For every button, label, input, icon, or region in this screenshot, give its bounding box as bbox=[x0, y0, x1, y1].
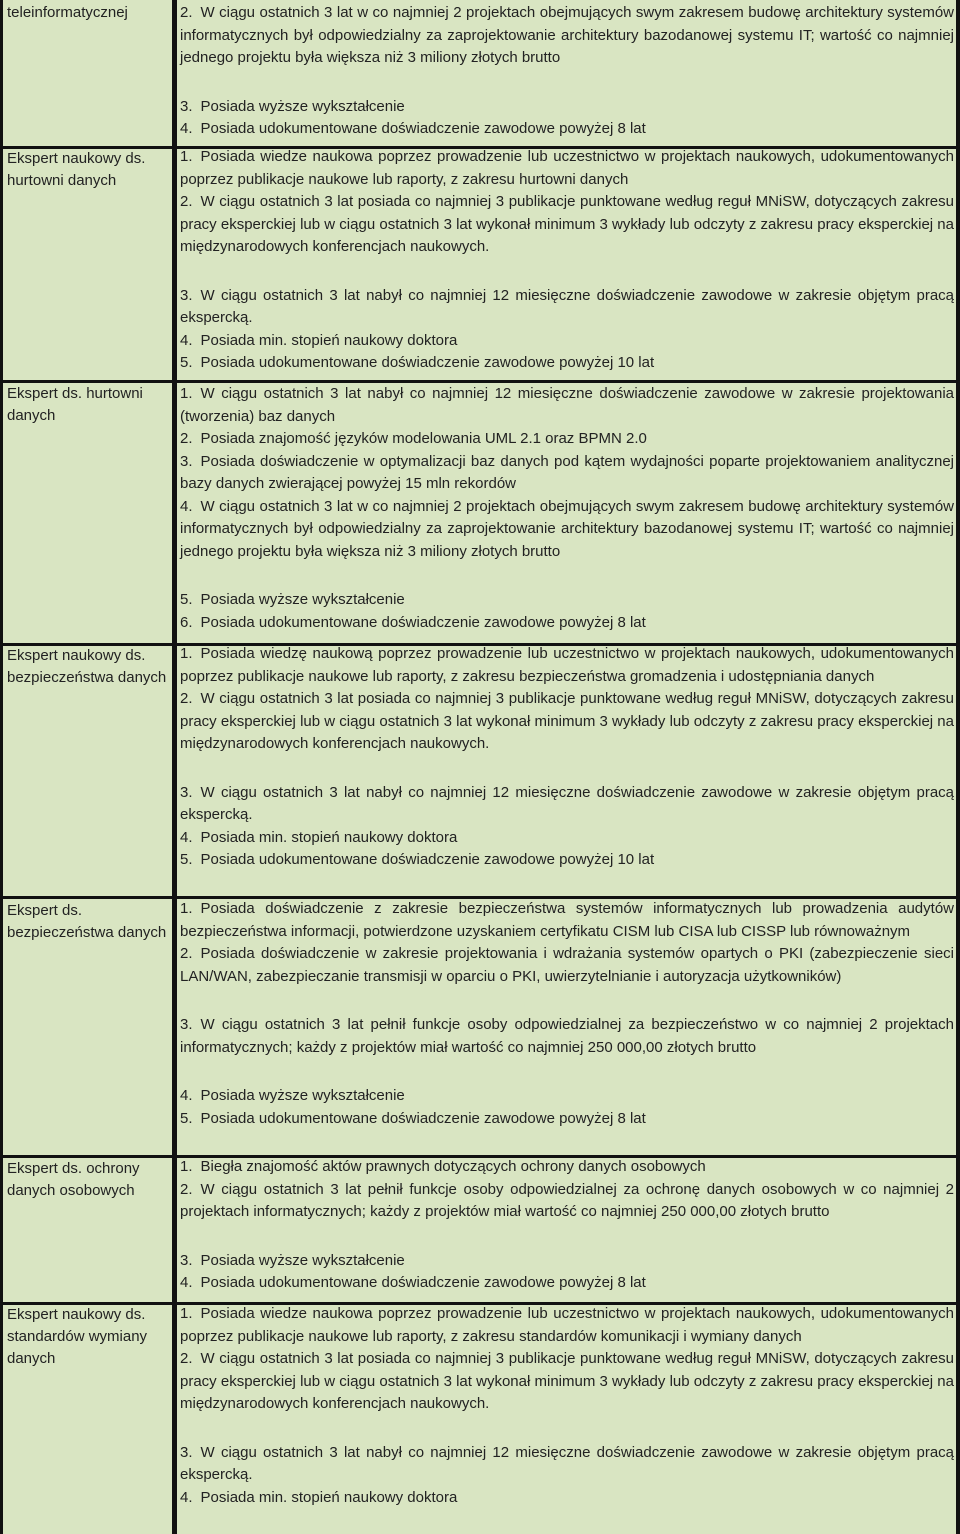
list-item: 4. Posiada min. stopień naukowy doktora bbox=[180, 828, 458, 846]
list-item: 5. Posiada wyższe wykształcenie bbox=[180, 591, 405, 608]
list-item: 4. Posiada udokumentowane doświadczenie zawodowe powyżej 8 lat bbox=[180, 120, 646, 137]
list-item: 3. W ciągu ostatnich 3 lat pełnił funkcje osoby odpowiedzialnej za bezpieczeństwo w co najmniej 2 projektach informatycznych; każdy z projektów miał wartość co najmniej 250 000,00 złotych brutto bbox=[180, 1016, 954, 1056]
row-title: Ekspert ds. bezpieczeństwa danych bbox=[7, 902, 167, 941]
row-requirements bbox=[180, 146, 954, 375]
list-item: 1. Posiada wiedzę naukową poprzez prowadzenie lub uczestnictwo w projektach naukowych, udokumentowanych poprzez publikacje naukowe lub raporty, z zakresu bezpieczeństwa gromadzenia i udostępniania danych bbox=[180, 645, 954, 685]
list-item: 1. Posiada wiedze naukowa poprzez prowadzenie lub uczestnictwo w projektach naukowych, udokumentowanych poprzez publikacje naukowe lub raporty, z zakresu hurtowni danych bbox=[180, 148, 954, 188]
list-item: 4. Posiada udokumentowane doświadczenie zawodowe powyżej 8 lat bbox=[180, 1274, 646, 1291]
row-title: Ekspert naukowy ds. hurtowni danych bbox=[7, 150, 146, 189]
row-requirements bbox=[180, 898, 954, 1130]
list-item: 4. W ciągu ostatnich 3 lat w co najmniej 2 projektach obejmujących swym zakresem budowę architektury systemów informatycznych był odpowiedzialny za zaprojektowanie architektury bazodanowej systemu IT; wartość co najmniej jednego projektu była większa niż 3 miliony złotych brutto bbox=[180, 497, 954, 560]
list-item: 2. W ciągu ostatnich 3 lat posiada co najmniej 3 publikacje punktowane według reguł MNiSW, dotyczących zakresu pracy eksperckiej lub w ciągu ostatnich 3 lat wykonał minimum 3 wykłady lub odczyty z zakresu pracy eksperckiej na międzynarodowych konferencjach naukowych. bbox=[180, 193, 954, 255]
list-item: 5. Posiada udokumentowane doświadczenie zawodowe powyżej 8 lat bbox=[180, 1109, 646, 1127]
list-item: 2. W ciągu ostatnich 3 lat w co najmniej 2 projektach obejmujących swym zakresem budowę architektury systemów informatycznych był odpowiedzialny za zaprojektowanie architektury bazodanowej systemu IT; wartość co najmniej jednego projektu była większa niż 3 miliony złotych brutto bbox=[180, 4, 954, 66]
list-item: 2. W ciągu ostatnich 3 lat posiada co najmniej 3 publikacje punktowane według reguł MNiSW, dotyczących zakresu pracy eksperckiej lub w ciągu ostatnich 3 lat wykonał minimum 3 wykłady lub odczyty z zakresu pracy eksperckiej na międzynarodowych konferencjach naukowych. bbox=[180, 1350, 954, 1412]
list-item: 3. Posiada wyższe wykształcenie bbox=[180, 1251, 405, 1269]
list-item: 5. Posiada udokumentowane doświadczenie zawodowe powyżej 10 lat bbox=[180, 354, 655, 371]
row-title: Ekspert naukowy ds. standardów wymiany danych bbox=[7, 1306, 148, 1367]
list-item: 3. W ciągu ostatnich 3 lat nabył co najmniej 12 miesięczne doświadczenie zawodowe w zakresie objętym pracą ekspercką. bbox=[180, 1443, 954, 1483]
row-requirements bbox=[180, 1156, 954, 1295]
list-item: 5. Posiada udokumentowane doświadczenie zawodowe powyżej 10 lat bbox=[180, 851, 655, 868]
row-title: Ekspert ds. hurtowni danych bbox=[7, 385, 143, 424]
row-title: teleinformatycznej bbox=[7, 4, 128, 21]
list-item: 1. Biegła znajomość aktów prawnych dotyczących ochrony danych osobowych bbox=[180, 1158, 706, 1175]
list-item: 1. Posiada doświadczenie z zakresie bezpieczeństwa systemów informatycznych lub prowadzenia audytów bezpieczeństwa informacji, potwierdzone uzyskaniem certyfikatu CISM lub CISA lub CISSP lub równoważnym bbox=[180, 900, 954, 940]
list-item: 2. Posiada znajomość języków modelowania UML 2.1 oraz BPMN 2.0 bbox=[180, 430, 647, 447]
list-item: 4. Posiada min. stopień naukowy doktora bbox=[180, 331, 458, 349]
list-item: 2. Posiada doświadczenie w zakresie projektowania i wdrażania systemów opartych o PKI (zabezpieczenie sieci LAN/WAN, zabezpieczanie transmisji w oparciu o PKI, uwierzytelnianie i autoryzacja użytkowników) bbox=[180, 945, 954, 985]
list-item: 2. W ciągu ostatnich 3 lat pełnił funkcje osoby odpowiedzialnej za ochronę danych osobowych w co najmniej 2 projektach informatycznych; każdy z projektów miał wartość co najmniej 250 000,00 złotych brutto bbox=[180, 1180, 954, 1220]
row-requirements bbox=[180, 643, 954, 872]
row-requirements bbox=[180, 2, 954, 141]
list-item: 1. Posiada wiedze naukowa poprzez prowadzenie lub uczestnictwo w projektach naukowych, udokumentowanych poprzez publikacje naukowe lub raporty, z zakresu standardów komunikacji i wymiany danych bbox=[180, 1305, 954, 1345]
list-item: 3. Posiada doświadczenie w optymalizacji baz danych pod kątem wydajności poparte projektowaniem analitycznej bazy danych zwierającej powyżej 15 mln rekordów bbox=[180, 452, 954, 492]
list-item: 4. Posiada min. stopień naukowy doktora bbox=[180, 1488, 458, 1506]
list-item: 1. W ciągu ostatnich 3 lat nabył co najmniej 12 miesięczne doświadczenie zawodowe w zakresie projektowania (tworzenia) baz danych bbox=[180, 385, 954, 425]
row-requirements bbox=[180, 1303, 954, 1509]
row-requirements bbox=[180, 383, 954, 634]
list-item: 2. W ciągu ostatnich 3 lat posiada co najmniej 3 publikacje punktowane według reguł MNiSW, dotyczących zakresu pracy eksperckiej lub w ciągu ostatnich 3 lat wykonał minimum 3 wykłady lub odczyty z zakresu pracy eksperckiej na międzynarodowych konferencjach naukowych. bbox=[180, 690, 954, 752]
list-item: 3. W ciągu ostatnich 3 lat nabył co najmniej 12 miesięczne doświadczenie zawodowe w zakresie objętym pracą ekspercką. bbox=[180, 783, 954, 823]
list-item: 4. Posiada wyższe wykształcenie bbox=[180, 1087, 405, 1104]
row-title: Ekspert ds. ochrony danych osobowych bbox=[7, 1160, 140, 1199]
list-item: 6. Posiada udokumentowane doświadczenie zawodowe powyżej 8 lat bbox=[180, 613, 646, 631]
list-item: 3. W ciągu ostatnich 3 lat nabył co najmniej 12 miesięczne doświadczenie zawodowe w zakresie objętym pracą ekspercką. bbox=[180, 286, 954, 326]
list-item: 3. Posiada wyższe wykształcenie bbox=[180, 97, 405, 115]
row-title: Ekspert naukowy ds. bezpieczeństwa danych bbox=[7, 647, 167, 686]
